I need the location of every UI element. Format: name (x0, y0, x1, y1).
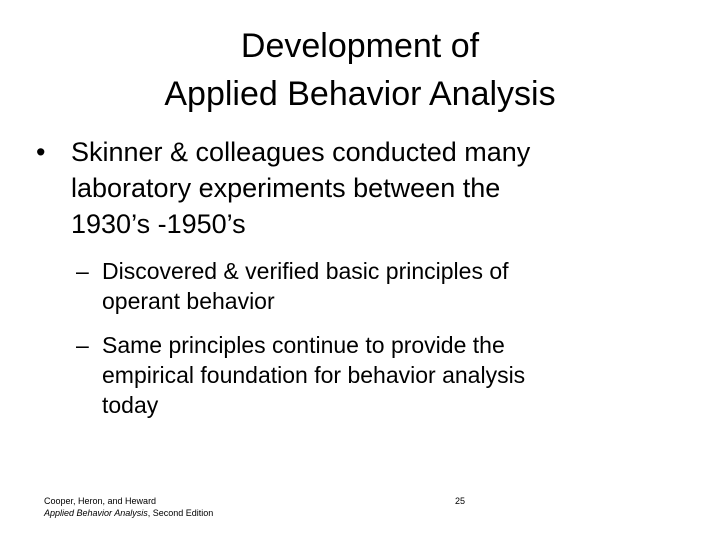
footer-book-title: Applied Behavior Analysis (44, 508, 148, 518)
sub-bullet-text (102, 256, 656, 316)
sub-bullet-text (102, 330, 656, 420)
page-number: 25 (455, 496, 466, 506)
footer-authors: Cooper, Heron, and Heward (44, 496, 157, 506)
sub-bullet-marker: – (76, 258, 89, 284)
bullet-marker: • (36, 137, 46, 167)
bullet-line: laboratory experiments between the (71, 173, 501, 203)
sub-bullet-foundation (76, 330, 656, 420)
title-line: Applied Behavior Analysis (164, 75, 556, 113)
sub-bullet-marker: – (76, 332, 89, 358)
slide-title (60, 22, 660, 118)
footer-edition: , Second Edition (147, 508, 214, 518)
footer-book (44, 507, 213, 519)
bullet-line: Skinner & colleagues conducted many (71, 137, 531, 167)
sub-bullet-principles (76, 256, 656, 316)
bullet-line: 1930’s -1950’s (71, 209, 246, 239)
sub-bullet-line: today (102, 392, 159, 418)
bullet-text (71, 134, 666, 242)
sub-bullet-line: Same principles continue to provide the (102, 332, 505, 358)
sub-bullet-line: empirical foundation for behavior analysis (102, 362, 526, 388)
main-bullet (36, 134, 666, 242)
sub-bullet-line: Discovered & verified basic principles of (102, 258, 509, 284)
footer-citation (44, 495, 213, 519)
title-line: Development of (240, 27, 480, 65)
sub-bullet-line: operant behavior (102, 288, 275, 314)
